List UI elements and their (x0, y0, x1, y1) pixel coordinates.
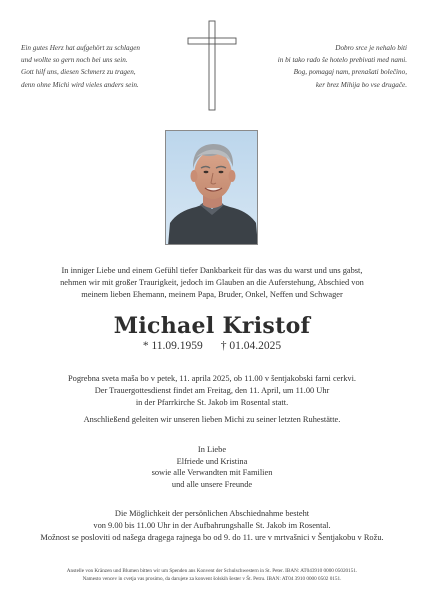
verse-line: denn ohne Michi wird vieles anders sein. (21, 80, 139, 89)
verse-line: Bog, pomagaj nam, prenašati bolečino, (293, 68, 407, 77)
mass-line: in der Pfarrkirche St. Jakob im Rosental statt. (135, 397, 289, 407)
donation-footer (0, 568, 424, 583)
viewing-line: von 9.00 bis 11.00 Uhr in der Aufbahrungshalle St. Jakob im Rosental. (93, 520, 331, 530)
burial-note: Anschließend geleiten wir unseren lieben Michi zu seiner letzten Ruhestätte. (83, 415, 341, 424)
mass-line: Der Trauergottesdienst findet am Freitag, den 11. April, um 11.00 Uhr (94, 385, 330, 395)
intro-text (0, 265, 424, 301)
cross-icon (187, 20, 237, 112)
mourners-line: Elfriede und Kristina (176, 456, 248, 466)
verse-line: und wollte so gern noch bei uns sein. (21, 56, 128, 65)
viewing-line: Die Möglichkeit der persönlichen Abschiednahme besteht (114, 509, 310, 518)
verse-slovenian (278, 42, 407, 91)
intro-line: nehmen wir mit großer Traurigkeit, jedoch im Glauben an die Auferstehung, Abschied von (60, 278, 364, 287)
deceased-name: Michael Kristof (113, 313, 311, 339)
death-date: † 01.04.2025 (220, 340, 282, 352)
funeral-mass-info (0, 373, 424, 408)
verse-line: in bi tako rado še hotelo prebivati med nami. (277, 56, 407, 65)
mass-line: Pogrebna sveta maša bo v petek, 11. aprila 2025, ob 11.00 v šentjakobski farni cerkvi. (67, 374, 356, 383)
portrait-illustration (166, 131, 258, 245)
verse-line: ker brez Mihija bo vse drugače. (315, 80, 407, 89)
intro-line: In inniger Liebe und einem Gefühl tiefer Dankbarkeit für das was du warst und uns gabst, (61, 266, 363, 275)
verse-line: Ein gutes Herz hat aufgehört zu schlagen (21, 44, 140, 52)
mourners-line: und alle unsere Freunde (171, 479, 253, 489)
mourners (0, 444, 424, 490)
verse-line: Dobro srce je nehalo biti (335, 44, 407, 52)
birth-date: * 11.09.1959 (142, 340, 203, 352)
intro-line: meinem lieben Ehemann, meinem Papa, Bruder, Onkel, Neffen und Schwager (81, 290, 343, 299)
mourners-line: sowie alle Verwandten mit Familien (151, 468, 273, 478)
viewing-line: Možnost se posloviti od našega dragega rajnega bo od 9. do 11. ure v mrtvašnici v Šentjakobu v Rožu. (40, 532, 384, 542)
verse-german (21, 42, 140, 91)
life-dates (0, 340, 424, 352)
footer-line: Anstelle von Kränzen und Blumen bitten wir um Spenden ans Konvent der Schulschwestern in St. Peter. IBAN: AT043910 0000 05020151. (66, 568, 358, 574)
mourners-line: In Liebe (197, 445, 227, 454)
portrait-photo (165, 130, 258, 245)
footer-line: Namesto vencev in cvetja vas prosimo, da darujete za konvent šolskih šester v Št. Petru. IBAN: AT04 3910 0000 0502 0151. (82, 575, 342, 582)
viewing-info (0, 508, 424, 543)
verse-line: Gott hilf uns, diesen Schmerz zu tragen, (21, 68, 136, 77)
